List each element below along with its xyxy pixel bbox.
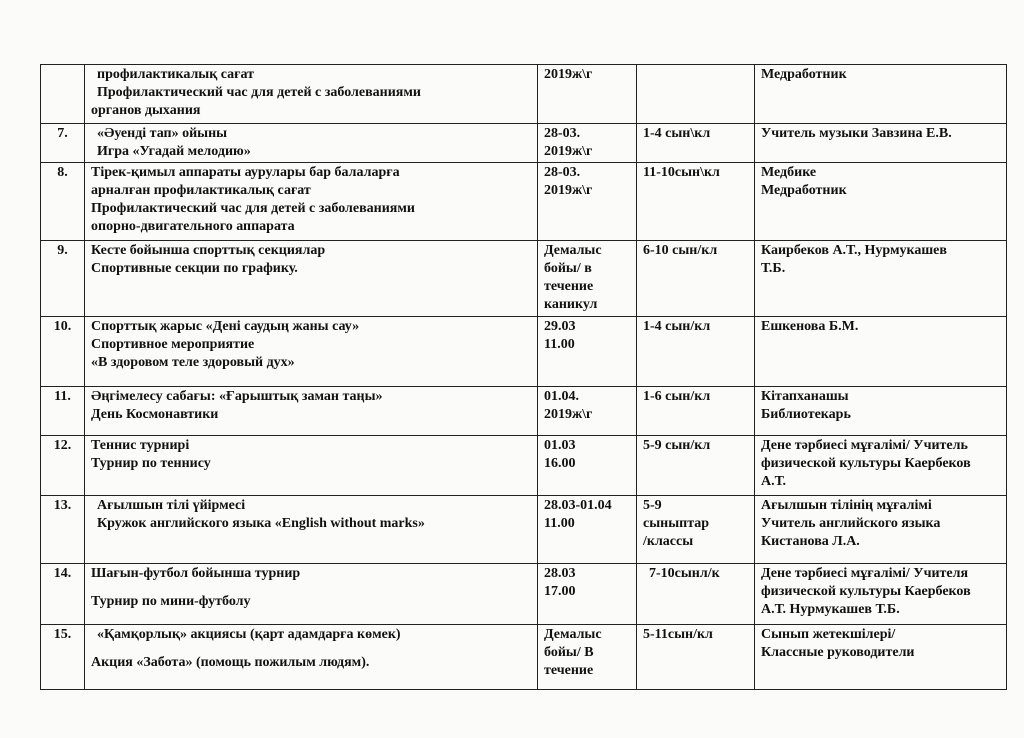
grade-line: 6-10 сын/кл <box>643 243 718 258</box>
responsible-cell <box>755 65 1007 124</box>
responsible-line: Кітапханашы <box>761 389 849 404</box>
grade-cell <box>637 241 755 317</box>
event-line: Спортивное мероприятие <box>91 337 255 352</box>
event-cell <box>85 496 538 564</box>
event-line: Профилактический час для детей с заболеваниями <box>97 85 421 100</box>
table-row <box>41 625 1007 690</box>
grade-line: 5-9 сын/кл <box>643 438 711 453</box>
event-line: Профилактический час для детей с заболеваниями <box>91 201 415 216</box>
row-number: 12. <box>41 436 85 496</box>
responsible-line: Ағылшын тілінің мұғалімі <box>761 498 932 513</box>
date-cell <box>538 387 637 436</box>
date-line: Демалыс <box>544 627 602 642</box>
grade-cell <box>637 564 755 625</box>
grade-cell <box>637 496 755 564</box>
responsible-cell <box>755 625 1007 690</box>
event-line: Кружок английского языка «English without marks» <box>97 516 425 531</box>
responsible-cell <box>755 124 1007 163</box>
row-number: 14. <box>41 564 85 625</box>
event-line: «Әуенді тап» ойыны <box>97 126 228 141</box>
responsible-line: Каирбеков А.Т., Нурмукашев <box>761 243 947 258</box>
table-row <box>41 241 1007 317</box>
responsible-cell <box>755 436 1007 496</box>
event-line: профилактикалық сағат <box>97 67 255 82</box>
table-row <box>41 564 1007 625</box>
responsible-line: Библиотекарь <box>761 407 851 422</box>
date-line: 17.00 <box>544 584 576 599</box>
row-number: 11. <box>41 387 85 436</box>
responsible-line: Ешкенова Б.М. <box>761 319 859 334</box>
date-line: 28-03. <box>544 165 581 180</box>
responsible-line: Т.Б. <box>761 261 786 276</box>
date-line: каникул <box>544 297 598 312</box>
row-number: 13. <box>41 496 85 564</box>
date-line: 11.00 <box>544 337 575 352</box>
responsible-cell <box>755 317 1007 387</box>
table-row <box>41 317 1007 387</box>
date-line: 28.03-01.04 <box>544 498 612 513</box>
event-line: Спорттық жарыс «Дені саудың жаны сау» <box>91 319 360 334</box>
event-cell <box>85 625 538 690</box>
date-line: течение <box>544 663 594 678</box>
responsible-cell <box>755 564 1007 625</box>
date-line: 28-03. <box>544 126 581 141</box>
event-line: Теннис турнирі <box>91 438 190 453</box>
event-line: арналған профилактикалық сағат <box>91 183 311 198</box>
date-line: течение <box>544 279 594 294</box>
date-line: 28.03 <box>544 566 576 581</box>
event-line: «В здоровом теле здоровый дух» <box>91 355 295 370</box>
grade-cell <box>637 387 755 436</box>
table-row <box>41 436 1007 496</box>
date-line: бойы/ В <box>544 645 594 660</box>
grade-line: 5-11сын/кл <box>643 627 713 642</box>
event-cell <box>85 65 538 124</box>
events-plan-table <box>40 64 1007 690</box>
row-number: 9. <box>41 241 85 317</box>
responsible-line: Учитель английского языка <box>761 516 941 531</box>
event-line: Турнир по теннису <box>91 456 211 471</box>
event-line: «Қамқорлық» акциясы (қарт адамдарға көмек) <box>97 627 401 642</box>
date-line: 2019ж\г <box>544 144 593 159</box>
date-cell <box>538 163 637 241</box>
grade-cell <box>637 163 755 241</box>
responsible-cell <box>755 496 1007 564</box>
event-line: Әңгімелесу сабағы: «Ғарыштық заман таңы» <box>91 389 383 404</box>
event-line: Акция «Забота» (помощь пожилым людям). <box>91 655 370 670</box>
event-line: Тірек-қимыл аппараты аурулары бар балаларға <box>91 165 400 180</box>
event-line: День Космонавтики <box>91 407 219 422</box>
row-number <box>41 65 85 124</box>
date-line: бойы/ в <box>544 261 592 276</box>
event-line: Шағын-футбол бойынша турнир <box>91 566 301 581</box>
event-cell <box>85 387 538 436</box>
event-line: Ағылшын тілі үйірмесі <box>97 498 246 513</box>
table-row <box>41 387 1007 436</box>
date-line: 29.03 <box>544 319 576 334</box>
responsible-line: Классные руководители <box>761 645 915 660</box>
date-cell <box>538 124 637 163</box>
event-line: Игра «Угадай мелодию» <box>97 144 251 159</box>
event-line: Спортивные секции по графику. <box>91 261 298 276</box>
table-row <box>41 163 1007 241</box>
date-line: 2019ж\г <box>544 407 593 422</box>
table-row <box>41 124 1007 163</box>
responsible-line: Дене тәрбиесі мұғалімі/ Учитель <box>761 438 968 453</box>
event-line: органов дыхания <box>91 103 201 118</box>
date-line: 2019ж\г <box>544 67 593 82</box>
responsible-line: А.Т. <box>761 474 787 489</box>
grade-cell <box>637 65 755 124</box>
event-cell <box>85 436 538 496</box>
event-cell <box>85 564 538 625</box>
responsible-cell <box>755 387 1007 436</box>
date-line: 01.04. <box>544 389 579 404</box>
row-number: 7. <box>41 124 85 163</box>
date-cell <box>538 65 637 124</box>
date-line: 2019ж\г <box>544 183 593 198</box>
event-line: Турнир по мини-футболу <box>91 594 251 609</box>
grade-line: 1-4 сын\кл <box>643 126 711 141</box>
date-cell <box>538 436 637 496</box>
date-cell <box>538 241 637 317</box>
event-cell <box>85 124 538 163</box>
row-number: 10. <box>41 317 85 387</box>
date-cell <box>538 496 637 564</box>
grade-line: 11-10сын\кл <box>643 165 720 180</box>
responsible-cell <box>755 241 1007 317</box>
date-cell <box>538 317 637 387</box>
grade-cell <box>637 625 755 690</box>
row-number: 15. <box>41 625 85 690</box>
grade-line: 1-4 сын/кл <box>643 319 711 334</box>
event-line: опорно-двигательного аппарата <box>91 219 295 234</box>
grade-line: 7-10сынл/к <box>649 566 720 581</box>
responsible-line: Медбике <box>761 165 817 180</box>
date-line: 01.03 <box>544 438 576 453</box>
responsible-line: А.Т. Нурмукашев Т.Б. <box>761 602 900 617</box>
responsible-cell <box>755 163 1007 241</box>
responsible-line: Дене тәрбиесі мұғалімі/ Учителя <box>761 566 969 581</box>
grade-cell <box>637 436 755 496</box>
date-line: 16.00 <box>544 456 576 471</box>
grade-line: сыныптар <box>643 516 710 531</box>
date-line: Демалыс <box>544 243 602 258</box>
event-cell <box>85 317 538 387</box>
grade-line: 1-6 сын/кл <box>643 389 711 404</box>
responsible-line: Медработник <box>761 67 847 82</box>
responsible-line: Кистанова Л.А. <box>761 534 860 549</box>
grade-cell <box>637 124 755 163</box>
table-row <box>41 65 1007 124</box>
event-cell <box>85 163 538 241</box>
responsible-line: физической культуры Каербеков <box>761 456 971 471</box>
date-cell <box>538 625 637 690</box>
event-line: Кесте бойынша спорттық секциялар <box>91 243 326 258</box>
responsible-line: Медработник <box>761 183 847 198</box>
grade-line: 5-9 <box>643 498 662 513</box>
table-row <box>41 496 1007 564</box>
date-cell <box>538 564 637 625</box>
event-cell <box>85 241 538 317</box>
row-number: 8. <box>41 163 85 241</box>
grade-line: /классы <box>643 534 694 549</box>
grade-cell <box>637 317 755 387</box>
responsible-line: физической культуры Каербеков <box>761 584 971 599</box>
date-line: 11.00 <box>544 516 575 531</box>
responsible-line: Сынып жетекшілері/ <box>761 627 896 642</box>
responsible-line: Учитель музыки Завзина Е.В. <box>761 126 952 141</box>
